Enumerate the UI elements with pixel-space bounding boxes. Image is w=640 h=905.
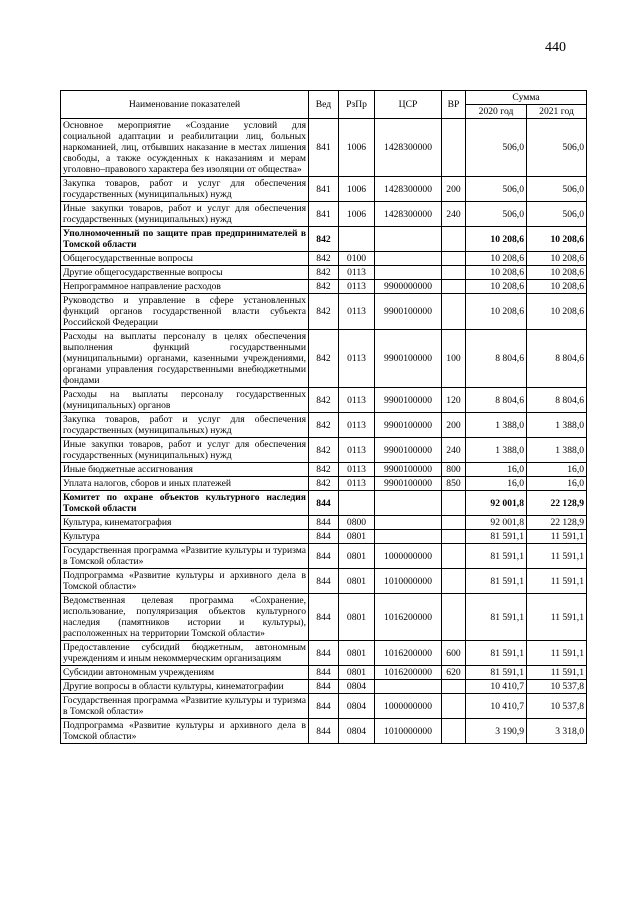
cell-rzpr: 0113 bbox=[339, 388, 375, 413]
table-row bbox=[61, 294, 587, 330]
cell-name: Подпрограмма «Развитие культуры и архивного дела в Томской области» bbox=[61, 569, 309, 594]
cell-name: Общегосударственные вопросы bbox=[61, 252, 309, 266]
cell-y2020: 3 190,9 bbox=[466, 719, 527, 744]
cell-ved: 844 bbox=[309, 694, 339, 719]
cell-y2020: 506,0 bbox=[466, 177, 527, 202]
cell-csr: 1428300000 bbox=[375, 177, 442, 202]
cell-csr: 1428300000 bbox=[375, 202, 442, 227]
cell-csr: 1016200000 bbox=[375, 594, 442, 641]
cell-ved: 842 bbox=[309, 477, 339, 491]
cell-ved: 842 bbox=[309, 227, 339, 252]
cell-csr bbox=[375, 491, 442, 516]
cell-name: Расходы на выплаты персоналу государственных (муниципальных) органов bbox=[61, 388, 309, 413]
table-row bbox=[61, 491, 587, 516]
cell-csr: 9900000000 bbox=[375, 280, 442, 294]
cell-rzpr: 0801 bbox=[339, 530, 375, 544]
budget-table bbox=[60, 90, 587, 744]
cell-y2021: 16,0 bbox=[527, 477, 587, 491]
cell-y2021: 16,0 bbox=[527, 463, 587, 477]
cell-vr: 240 bbox=[442, 438, 466, 463]
header-name: Наименование показателей bbox=[61, 91, 309, 119]
cell-vr: 800 bbox=[442, 463, 466, 477]
cell-csr bbox=[375, 530, 442, 544]
cell-y2021: 10 208,6 bbox=[527, 266, 587, 280]
cell-y2020: 10 208,6 bbox=[466, 266, 527, 280]
cell-y2021: 10 537,8 bbox=[527, 694, 587, 719]
table-row bbox=[61, 202, 587, 227]
cell-y2020: 506,0 bbox=[466, 202, 527, 227]
cell-csr: 1010000000 bbox=[375, 569, 442, 594]
cell-rzpr: 0801 bbox=[339, 569, 375, 594]
cell-y2020: 10 208,6 bbox=[466, 227, 527, 252]
cell-ved: 844 bbox=[309, 594, 339, 641]
cell-vr bbox=[442, 516, 466, 530]
cell-y2021: 10 208,6 bbox=[527, 294, 587, 330]
cell-rzpr: 0113 bbox=[339, 266, 375, 280]
cell-vr: 600 bbox=[442, 641, 466, 666]
cell-ved: 844 bbox=[309, 544, 339, 569]
cell-name: Расходы на выплаты персоналу в целях обеспечения выполнения функций государственными (муниципальными) органами, казенными учреждениями, органами управления государственными внебюджетными фондами bbox=[61, 330, 309, 388]
cell-name: Основное мероприятие «Создание условий для социальной адаптации и реабилитации лиц, больных наркоманией, лиц, отбывших наказание в местах лишения свободы, а также осужденных к наказаниям и мерам уголовно–правового характера без изоляции от общества» bbox=[61, 119, 309, 177]
cell-ved: 844 bbox=[309, 719, 339, 744]
cell-ved: 842 bbox=[309, 388, 339, 413]
cell-ved: 844 bbox=[309, 641, 339, 666]
cell-y2020: 10 208,6 bbox=[466, 294, 527, 330]
cell-rzpr: 0801 bbox=[339, 666, 375, 680]
cell-y2020: 1 388,0 bbox=[466, 438, 527, 463]
cell-vr bbox=[442, 280, 466, 294]
cell-vr bbox=[442, 594, 466, 641]
cell-rzpr: 0804 bbox=[339, 694, 375, 719]
cell-rzpr: 1006 bbox=[339, 202, 375, 227]
cell-vr: 200 bbox=[442, 177, 466, 202]
header-2021: 2021 год bbox=[527, 105, 587, 119]
cell-vr bbox=[442, 266, 466, 280]
cell-rzpr: 0800 bbox=[339, 516, 375, 530]
cell-vr bbox=[442, 569, 466, 594]
cell-rzpr: 1006 bbox=[339, 119, 375, 177]
cell-y2021: 506,0 bbox=[527, 119, 587, 177]
cell-csr: 9900100000 bbox=[375, 438, 442, 463]
cell-y2021: 11 591,1 bbox=[527, 594, 587, 641]
cell-name: Ведомственная целевая программа «Сохранение, использование, популяризация объектов культурного наследия (памятников истории и культуры), расположенных на территории Томской области» bbox=[61, 594, 309, 641]
cell-y2021: 8 804,6 bbox=[527, 330, 587, 388]
cell-y2021: 10 208,6 bbox=[527, 280, 587, 294]
table-row bbox=[61, 694, 587, 719]
cell-vr: 620 bbox=[442, 666, 466, 680]
cell-vr bbox=[442, 719, 466, 744]
cell-name: Закупка товаров, работ и услуг для обеспечения государственных (муниципальных) нужд bbox=[61, 413, 309, 438]
cell-rzpr bbox=[339, 227, 375, 252]
cell-vr bbox=[442, 694, 466, 719]
cell-csr: 9900100000 bbox=[375, 477, 442, 491]
cell-y2021: 10 208,6 bbox=[527, 227, 587, 252]
header-ved: Вед bbox=[309, 91, 339, 119]
cell-y2021: 506,0 bbox=[527, 177, 587, 202]
cell-csr: 1010000000 bbox=[375, 719, 442, 744]
cell-rzpr: 0113 bbox=[339, 280, 375, 294]
cell-csr: 1016200000 bbox=[375, 666, 442, 680]
cell-y2020: 16,0 bbox=[466, 477, 527, 491]
cell-rzpr: 0113 bbox=[339, 330, 375, 388]
table-row bbox=[61, 280, 587, 294]
cell-name: Подпрограмма «Развитие культуры и архивного дела в Томской области» bbox=[61, 719, 309, 744]
cell-csr: 1000000000 bbox=[375, 694, 442, 719]
table-row bbox=[61, 388, 587, 413]
cell-y2021: 506,0 bbox=[527, 202, 587, 227]
cell-rzpr: 0113 bbox=[339, 477, 375, 491]
cell-y2021: 22 128,9 bbox=[527, 491, 587, 516]
cell-ved: 844 bbox=[309, 530, 339, 544]
cell-y2020: 10 208,6 bbox=[466, 280, 527, 294]
cell-name: Уплата налогов, сборов и иных платежей bbox=[61, 477, 309, 491]
cell-rzpr: 0801 bbox=[339, 544, 375, 569]
cell-y2020: 16,0 bbox=[466, 463, 527, 477]
cell-name: Иные закупки товаров, работ и услуг для обеспечения государственных (муниципальных) нужд bbox=[61, 438, 309, 463]
table-row bbox=[61, 177, 587, 202]
header-csr: ЦСР bbox=[375, 91, 442, 119]
header-sum: Сумма bbox=[466, 91, 587, 105]
table-row bbox=[61, 516, 587, 530]
cell-y2021: 8 804,6 bbox=[527, 388, 587, 413]
cell-csr: 1428300000 bbox=[375, 119, 442, 177]
cell-csr: 9900100000 bbox=[375, 413, 442, 438]
table-row bbox=[61, 119, 587, 177]
cell-y2020: 81 591,1 bbox=[466, 569, 527, 594]
cell-vr bbox=[442, 491, 466, 516]
cell-y2020: 81 591,1 bbox=[466, 594, 527, 641]
cell-csr: 9900100000 bbox=[375, 463, 442, 477]
table-row bbox=[61, 477, 587, 491]
cell-ved: 842 bbox=[309, 252, 339, 266]
cell-rzpr: 0801 bbox=[339, 594, 375, 641]
cell-y2020: 8 804,6 bbox=[466, 388, 527, 413]
cell-y2020: 10 410,7 bbox=[466, 680, 527, 694]
cell-rzpr bbox=[339, 491, 375, 516]
cell-name: Непрограммное направление расходов bbox=[61, 280, 309, 294]
table-row bbox=[61, 413, 587, 438]
table-row bbox=[61, 266, 587, 280]
cell-ved: 842 bbox=[309, 413, 339, 438]
cell-csr bbox=[375, 516, 442, 530]
table-row bbox=[61, 594, 587, 641]
cell-vr: 100 bbox=[442, 330, 466, 388]
cell-y2021: 10 537,8 bbox=[527, 680, 587, 694]
cell-y2021: 1 388,0 bbox=[527, 413, 587, 438]
cell-name: Культура bbox=[61, 530, 309, 544]
cell-y2021: 11 591,1 bbox=[527, 641, 587, 666]
cell-ved: 844 bbox=[309, 569, 339, 594]
cell-name: Комитет по охране объектов культурного наследия Томской области bbox=[61, 491, 309, 516]
cell-vr bbox=[442, 530, 466, 544]
cell-ved: 844 bbox=[309, 680, 339, 694]
cell-ved: 842 bbox=[309, 266, 339, 280]
cell-ved: 842 bbox=[309, 280, 339, 294]
cell-csr: 9900100000 bbox=[375, 294, 442, 330]
cell-y2020: 81 591,1 bbox=[466, 544, 527, 569]
cell-rzpr: 0113 bbox=[339, 294, 375, 330]
cell-csr: 1016200000 bbox=[375, 641, 442, 666]
table-row bbox=[61, 641, 587, 666]
table-row bbox=[61, 252, 587, 266]
cell-csr bbox=[375, 227, 442, 252]
cell-y2021: 10 208,6 bbox=[527, 252, 587, 266]
cell-y2020: 81 591,1 bbox=[466, 666, 527, 680]
cell-vr: 850 bbox=[442, 477, 466, 491]
cell-ved: 844 bbox=[309, 666, 339, 680]
cell-ved: 841 bbox=[309, 119, 339, 177]
cell-y2021: 3 318,0 bbox=[527, 719, 587, 744]
cell-name: Иные бюджетные ассигнования bbox=[61, 463, 309, 477]
cell-name: Иные закупки товаров, работ и услуг для обеспечения государственных (муниципальных) нужд bbox=[61, 202, 309, 227]
cell-vr bbox=[442, 680, 466, 694]
cell-vr: 120 bbox=[442, 388, 466, 413]
table-row bbox=[61, 680, 587, 694]
cell-y2021: 11 591,1 bbox=[527, 569, 587, 594]
cell-name: Предоставление субсидий бюджетным, автономным учреждениям и иным некоммерческим организациям bbox=[61, 641, 309, 666]
cell-vr bbox=[442, 119, 466, 177]
cell-rzpr: 0113 bbox=[339, 438, 375, 463]
cell-rzpr: 0113 bbox=[339, 413, 375, 438]
cell-name: Другие общегосударственные вопросы bbox=[61, 266, 309, 280]
cell-csr bbox=[375, 680, 442, 694]
cell-y2020: 81 591,1 bbox=[466, 641, 527, 666]
cell-name: Уполномоченный по защите прав предпринимателей в Томской области bbox=[61, 227, 309, 252]
cell-ved: 844 bbox=[309, 491, 339, 516]
cell-y2021: 11 591,1 bbox=[527, 544, 587, 569]
cell-y2021: 22 128,9 bbox=[527, 516, 587, 530]
header-vr: ВР bbox=[442, 91, 466, 119]
cell-vr bbox=[442, 227, 466, 252]
cell-ved: 842 bbox=[309, 294, 339, 330]
cell-ved: 842 bbox=[309, 463, 339, 477]
cell-vr bbox=[442, 544, 466, 569]
table-row bbox=[61, 719, 587, 744]
cell-rzpr: 0804 bbox=[339, 719, 375, 744]
header-2020: 2020 год bbox=[466, 105, 527, 119]
cell-name: Руководство и управление в сфере установленных функций органов государственной власти субъекта Российской Федерации bbox=[61, 294, 309, 330]
cell-y2020: 81 591,1 bbox=[466, 530, 527, 544]
cell-y2021: 11 591,1 bbox=[527, 666, 587, 680]
cell-y2020: 10 208,6 bbox=[466, 252, 527, 266]
cell-name: Культура, кинематография bbox=[61, 516, 309, 530]
cell-ved: 841 bbox=[309, 202, 339, 227]
table-row bbox=[61, 666, 587, 680]
cell-rzpr: 0113 bbox=[339, 463, 375, 477]
page-number: 440 bbox=[545, 40, 566, 55]
cell-rzpr: 1006 bbox=[339, 177, 375, 202]
cell-y2020: 506,0 bbox=[466, 119, 527, 177]
cell-name: Другие вопросы в области культуры, кинематографии bbox=[61, 680, 309, 694]
cell-name: Субсидии автономным учреждениям bbox=[61, 666, 309, 680]
table-row bbox=[61, 463, 587, 477]
cell-name: Государственная программа «Развитие культуры и туризма в Томской области» bbox=[61, 544, 309, 569]
cell-name: Закупка товаров, работ и услуг для обеспечения государственных (муниципальных) нужд bbox=[61, 177, 309, 202]
table-row bbox=[61, 227, 587, 252]
cell-y2021: 1 388,0 bbox=[527, 438, 587, 463]
table-row bbox=[61, 544, 587, 569]
table-body bbox=[61, 119, 587, 744]
cell-csr bbox=[375, 252, 442, 266]
table-row bbox=[61, 530, 587, 544]
cell-name: Государственная программа «Развитие культуры и туризма в Томской области» bbox=[61, 694, 309, 719]
cell-rzpr: 0100 bbox=[339, 252, 375, 266]
cell-ved: 841 bbox=[309, 177, 339, 202]
cell-ved: 842 bbox=[309, 330, 339, 388]
cell-ved: 842 bbox=[309, 438, 339, 463]
cell-y2021: 11 591,1 bbox=[527, 530, 587, 544]
cell-y2020: 8 804,6 bbox=[466, 330, 527, 388]
cell-vr: 200 bbox=[442, 413, 466, 438]
cell-vr: 240 bbox=[442, 202, 466, 227]
cell-y2020: 92 001,8 bbox=[466, 491, 527, 516]
table-row bbox=[61, 438, 587, 463]
cell-csr: 9900100000 bbox=[375, 330, 442, 388]
cell-csr: 1000000000 bbox=[375, 544, 442, 569]
table-row bbox=[61, 330, 587, 388]
cell-vr bbox=[442, 252, 466, 266]
cell-csr bbox=[375, 266, 442, 280]
cell-y2020: 10 410,7 bbox=[466, 694, 527, 719]
header-rzpr: РзПр bbox=[339, 91, 375, 119]
cell-rzpr: 0801 bbox=[339, 641, 375, 666]
cell-vr bbox=[442, 294, 466, 330]
table-row bbox=[61, 569, 587, 594]
cell-y2020: 92 001,8 bbox=[466, 516, 527, 530]
cell-csr: 9900100000 bbox=[375, 388, 442, 413]
cell-y2020: 1 388,0 bbox=[466, 413, 527, 438]
cell-ved: 844 bbox=[309, 516, 339, 530]
cell-rzpr: 0804 bbox=[339, 680, 375, 694]
